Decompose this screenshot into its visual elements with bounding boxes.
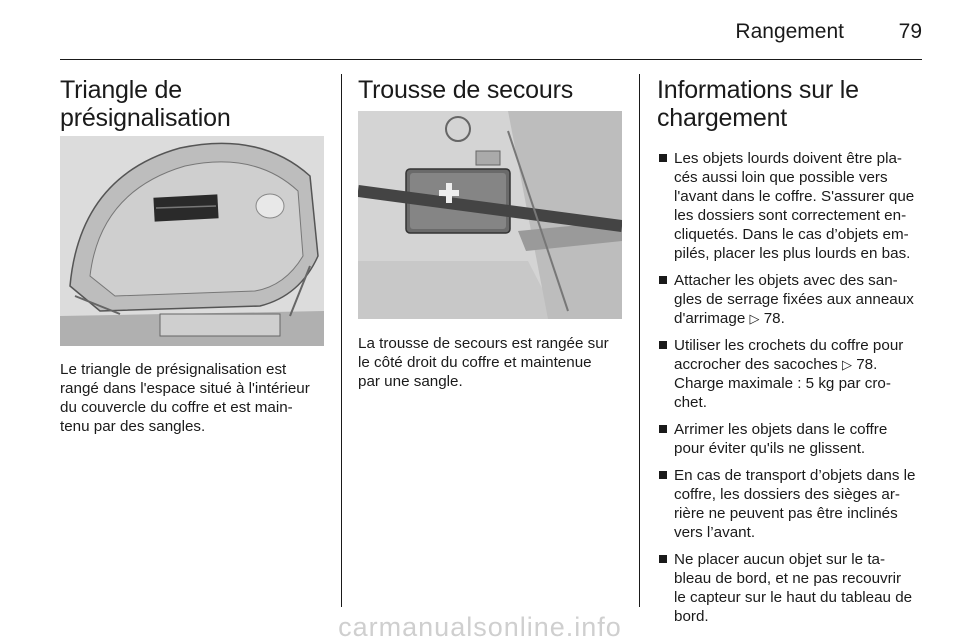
body-line: La trousse de secours est rangée sur bbox=[358, 335, 609, 352]
section-title: Rangement bbox=[735, 20, 844, 43]
column-warning-triangle bbox=[60, 76, 330, 132]
bullet-square-icon bbox=[659, 555, 667, 563]
header-rule bbox=[60, 59, 922, 60]
column-divider-2 bbox=[639, 74, 640, 607]
loading-info-heading: Informations sur le chargement bbox=[657, 76, 859, 132]
watermark-text: carmanualsonline.info bbox=[338, 612, 622, 642]
bullet-square-icon bbox=[659, 276, 667, 284]
loading-info-list bbox=[659, 149, 925, 634]
page-ref-arrow-icon[interactable]: ▷ bbox=[842, 357, 852, 372]
trunk-lid-figure bbox=[60, 136, 324, 346]
bullet-square-icon bbox=[659, 425, 667, 433]
page-ref-link[interactable]: 78. bbox=[856, 356, 878, 373]
column-first-aid-kit bbox=[358, 76, 628, 104]
first-aid-kit-illustration bbox=[358, 111, 622, 319]
warning-triangle-text bbox=[60, 360, 335, 436]
body-line: tenu par des sangles. bbox=[60, 418, 206, 435]
page-header bbox=[60, 18, 922, 58]
body-line: du couvercle du coffre et est main- bbox=[60, 399, 293, 416]
body-line: Le triangle de présignalisation est bbox=[60, 361, 287, 378]
column-divider-1 bbox=[341, 74, 342, 607]
column-loading-info bbox=[657, 76, 927, 132]
first-aid-kit-text bbox=[358, 334, 633, 391]
page-ref-link[interactable]: 78. bbox=[763, 310, 785, 327]
page-number: 79 bbox=[898, 20, 922, 43]
trunk-lid-illustration bbox=[60, 136, 324, 346]
list-item: En cas de transport d’objets dans le coffre, les dossiers des sièges ar- rière ne peuvent pas être inclinés vers l’avant. bbox=[659, 466, 925, 542]
watermark-footer bbox=[0, 612, 960, 642]
list-item: Utiliser les crochets du coffre pour accrocher des sacoches ▷ 78. Charge maximale : 5 kg par cro- chet. bbox=[659, 336, 925, 412]
page-ref-arrow-icon[interactable]: ▷ bbox=[749, 311, 760, 326]
first-aid-kit-heading: Trousse de secours bbox=[358, 76, 574, 104]
list-item: Attacher les objets avec des san- gles de serrage fixées aux anneaux d'arrimage ▷ 78. bbox=[659, 271, 925, 328]
list-item: Arrimer les objets dans le coffre pour éviter qu'ils ne glissent. bbox=[659, 420, 925, 458]
body-line: rangé dans l'espace situé à l'intérieur bbox=[60, 380, 310, 397]
body-line: le côté droit du coffre et maintenue bbox=[358, 354, 592, 371]
body-line: par une sangle. bbox=[358, 373, 463, 390]
warning-triangle-heading: Triangle de présignalisation bbox=[60, 76, 231, 132]
first-aid-kit-figure bbox=[358, 111, 622, 319]
bullet-square-icon bbox=[659, 341, 667, 349]
list-item: Les objets lourds doivent être pla- cés aussi loin que possible vers l'avant dans le coffre. S'assurer que les dossiers sont correctement en- cliquetés. Dans le cas d’objets em- pilés, placer les plus lourds en bas. bbox=[659, 149, 925, 263]
bullet-square-icon bbox=[659, 471, 667, 479]
list-item: Ne placer aucun objet sur le ta- bleau de bord, et ne pas recouvrir le capteur sur le haut du tableau de bord. bbox=[659, 550, 925, 626]
bullet-square-icon bbox=[659, 154, 667, 162]
